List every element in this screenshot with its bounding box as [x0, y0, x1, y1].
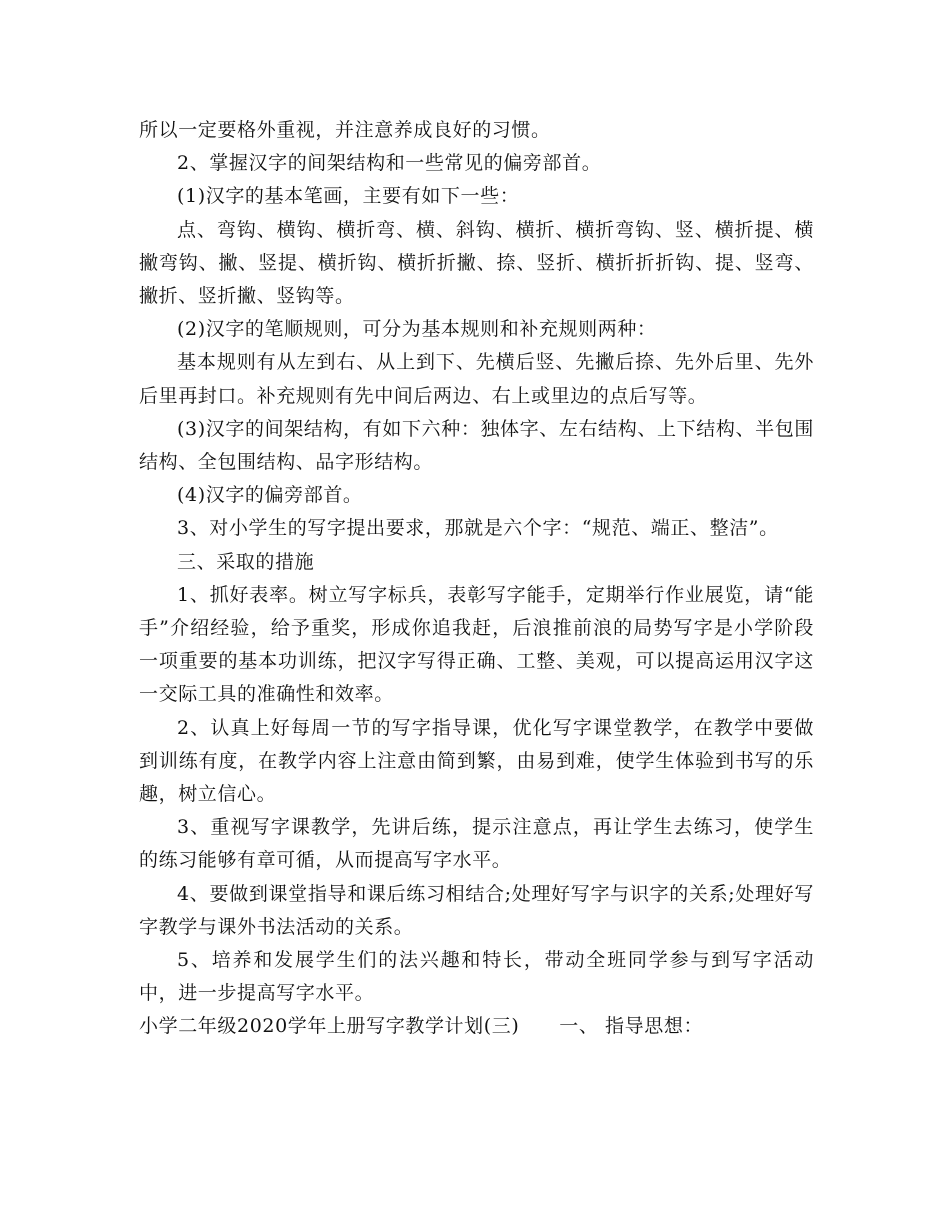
- paragraph-14: 4、要做到课堂指导和课后练习相结合;处理好写字与识字的关系;处理好写字教学与课外书法活动的关系。: [139, 882, 814, 938]
- paragraph-11: 1、抓好表率。树立写字标兵，表彰写字能手，定期举行作业展览，请“能手”介绍经验，给予重奖，形成你追我赶，后浪推前浪的局势写字是小学阶段一项重要的基本功训练，把汉字写得正确、工整、美观，可以提高运用汉字这一交际工具的准确性和效率。: [139, 583, 814, 706]
- paragraph-3: (1)汉字的基本笔画，主要有如下一些：: [177, 185, 520, 208]
- paragraph-4: 点、弯钩、横钩、横折弯、横、斜钩、横折、横折弯钩、竖、横折提、横撇弯钩、撇、竖提、横折钩、横折折撇、捺、竖折、横折折折钩、提、竖弯、撇折、竖折撇、竖钩等。: [139, 218, 814, 308]
- paragraph-2: 2、掌握汉字的间架结构和一些常见的偏旁部首。: [177, 152, 602, 175]
- document-body: [139, 114, 814, 1044]
- paragraph-15: 5、培养和发展学生们的法兴趣和特长，带动全班同学参与到写字活动中，进一步提高写字水平。: [139, 949, 814, 1005]
- paragraph-12: 2、认真上好每周一节的写字指导课，优化写字课堂教学，在教学中要做到训练有度，在教学内容上注意由简到繁，由易到难，使学生体验到书写的乐趣，树立信心。: [139, 716, 814, 806]
- paragraph-8: (4)汉字的偏旁部首。: [177, 484, 363, 507]
- paragraph-5: (2)汉字的笔顺规则，可分为基本规则和补充规则两种：: [177, 318, 657, 341]
- paragraph-6: 基本规则有从左到右、从上到下、先横后竖、先撇后捺、先外后里、先外后里再封口。补充规则有先中间后两边、右上或里边的点后写等。: [139, 351, 814, 407]
- plan-title-line: 小学二年级2020学年上册写字教学计划(三) 一、 指导思想：: [139, 1015, 704, 1038]
- paragraph-9: 3、对小学生的写字提出要求，那就是六个字：“规范、端正、整洁”。: [177, 517, 779, 540]
- paragraph-1: 所以一定要格外重视，并注意养成良好的习惯。: [139, 119, 551, 141]
- paragraph-13: 3、重视写字课教学，先讲后练，提示注意点，再让学生去练习，使学生的练习能够有章可循，从而提高写字水平。: [139, 816, 814, 872]
- section-heading: 三、采取的措施: [177, 550, 315, 573]
- paragraph-7: (3)汉字的间架结构，有如下六种：独体字、左右结构、上下结构、半包围结构、全包围结构、品字形结构。: [139, 417, 814, 474]
